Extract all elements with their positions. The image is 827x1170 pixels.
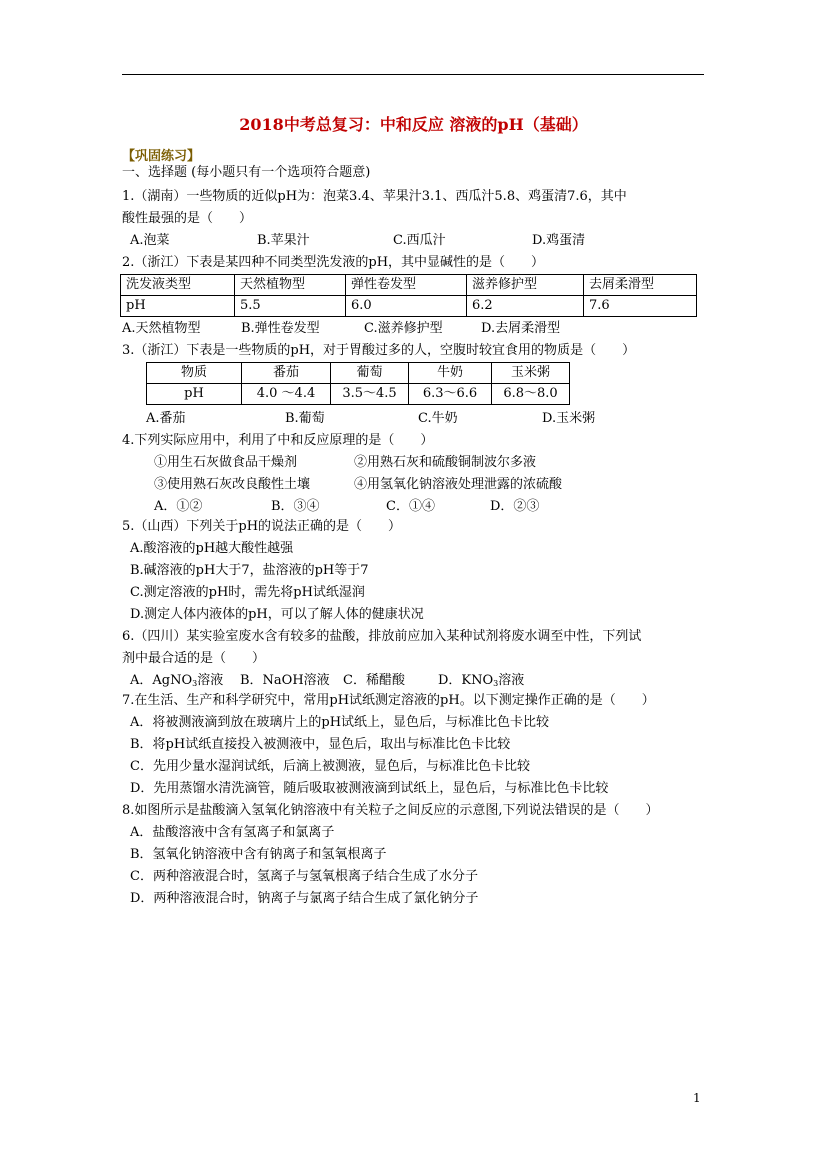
- q2-table-cell: 5.5: [235, 296, 346, 317]
- q2-table-cell: 去屑柔滑型: [584, 275, 697, 296]
- q3-stem: 3.（浙江）下表是一些物质的pH，对于胃酸过多的人，空腹时较宜食用的物质是（ ）: [122, 343, 636, 358]
- q6-option-d-text: D．KNO: [438, 673, 494, 688]
- q3-option-b: B.葡萄: [285, 411, 325, 426]
- q2-option-a: A.天然植物型: [122, 321, 201, 336]
- q6-option-a-subscript: 3: [192, 679, 198, 688]
- q2-option-c: C.滋养修护型: [364, 321, 443, 336]
- q6-option-a-suffix: 溶液: [197, 673, 224, 688]
- q1-option-c: C.西瓜汁: [393, 233, 446, 248]
- q7-option-a: A．将被测液滴到放在玻璃片上的pH试纸上，显色后，与标准比色卡比较: [130, 715, 550, 730]
- q4-stem: 4.下列实际应用中，利用了中和反应原理的是（ ）: [122, 433, 434, 448]
- q5-option-a: A.酸溶液的pH越大酸性越强: [130, 541, 294, 556]
- q3-table-cell: 番茄: [242, 363, 331, 384]
- q2-table-cell: pH: [121, 296, 235, 317]
- q2-option-b: B.弹性卷发型: [241, 321, 320, 336]
- q7-option-b: B．将pH试纸直接投入被测液中，显色后，取出与标准比色卡比较: [130, 737, 511, 752]
- q6-option-b: B．NaOH溶液: [240, 673, 330, 688]
- page-number: 1: [693, 1091, 701, 1105]
- q2-stem: 2.（浙江）下表是某四种不同类型洗发液的pH，其中显碱性的是（ ）: [122, 255, 545, 270]
- q5-option-b: B.碱溶液的pH大于7，盐溶液的pH等于7: [130, 563, 369, 578]
- q2-table-cell: 6.2: [467, 296, 584, 317]
- q5-option-c: C.测定溶液的pH时，需先将pH试纸湿润: [130, 585, 365, 600]
- q3-table-cell: 葡萄: [331, 363, 409, 384]
- q3-table-cell: 玉米粥: [492, 363, 570, 384]
- q1-option-b: B.苹果汁: [257, 233, 310, 248]
- q2-table: [120, 274, 697, 317]
- q3-table-cell: 6.8～8.0: [492, 384, 570, 405]
- q6-option-a-text: A．AgNO: [130, 673, 193, 688]
- q4-item-4: ④用氢氧化钠溶液处理泄露的浓硫酸: [354, 477, 563, 492]
- q2-table-cell: 7.6: [584, 296, 697, 317]
- q3-table-cell: 3.5～4.5: [331, 384, 409, 405]
- q6-option-d-subscript: 3: [493, 679, 499, 688]
- q6-stem-line1: 6.（四川）某实验室废水含有较多的盐酸，排放前应加入某种试剂将废水调至中性，下列试: [122, 629, 642, 644]
- q1-stem-line2: 酸性最强的是（ ）: [122, 211, 253, 226]
- q4-option-b: B．③④: [271, 499, 320, 514]
- q2-table-header-row: [121, 275, 697, 296]
- q3-table: [146, 362, 570, 405]
- q2-option-d: D.去屑柔滑型: [481, 321, 561, 336]
- q8-option-b: B．氢氧化钠溶液中含有钠离子和氢氧根离子: [130, 847, 387, 862]
- q2-table-cell: 弹性卷发型: [346, 275, 467, 296]
- q2-table-row: [121, 296, 697, 317]
- q3-table-cell: 牛奶: [409, 363, 492, 384]
- q8-option-a: A．盐酸溶液中含有氢离子和氯离子: [130, 825, 335, 840]
- q2-table-cell: 天然植物型: [235, 275, 346, 296]
- q4-item-2: ②用熟石灰和硫酸铜制波尔多液: [354, 455, 537, 470]
- section-heading: 【巩固练习】: [122, 149, 201, 164]
- q4-option-d: D．②③: [490, 499, 540, 514]
- q1-stem-line1: 1.（湖南）一些物质的近似pH为：泡菜3.4、苹果汁3.1、西瓜汁5.8、鸡蛋清7.6，其中: [122, 189, 627, 204]
- document-title: 2018中考总复习：中和反应 溶液的pH（基础）: [239, 115, 588, 134]
- q6-option-d-suffix: 溶液: [498, 673, 525, 688]
- q7-stem: 7.在生活、生产和科学研究中，常用pH试纸测定溶液的pH。以下测定操作正确的是（ ）: [122, 693, 655, 708]
- q4-option-a: A．①②: [154, 499, 203, 514]
- q3-option-d: D.玉米粥: [542, 411, 596, 426]
- q5-option-d: D.测定人体内液体的pH，可以了解人体的健康状况: [130, 607, 424, 622]
- q8-option-c: C．两种溶液混合时，氢离子与氢氧根离子结合生成了水分子: [130, 869, 478, 884]
- q4-item-1: ①用生石灰做食品干燥剂: [154, 455, 298, 470]
- q6-option-c: C．稀醋酸: [343, 673, 405, 688]
- q4-item-3: ③使用熟石灰改良酸性土壤: [154, 477, 311, 492]
- q6-option-d: [438, 672, 524, 693]
- header-rule: [122, 74, 704, 75]
- q7-option-c: C．先用少量水湿润试纸，后滴上被测液，显色后，与标准比色卡比较: [130, 759, 530, 774]
- q1-option-a: A.泡菜: [130, 233, 170, 248]
- q3-table-row: [147, 384, 570, 405]
- q3-table-cell: 物质: [147, 363, 242, 384]
- q3-table-cell: pH: [147, 384, 242, 405]
- q5-stem: 5.（山西）下列关于pH的说法正确的是（ ）: [122, 519, 402, 534]
- q3-table-cell: 4.0 ～4.4: [242, 384, 331, 405]
- question-type-intro: 一、选择题 (每小题只有一个选项符合题意): [122, 165, 371, 180]
- q1-option-d: D.鸡蛋清: [532, 233, 586, 248]
- q3-option-c: C.牛奶: [418, 411, 458, 426]
- q2-table-cell: 6.0: [346, 296, 467, 317]
- q3-table-header-row: [147, 363, 570, 384]
- q7-option-d: D．先用蒸馏水清洗滴管，随后吸取被测液滴到试纸上，显色后，与标准比色卡比较: [130, 781, 609, 796]
- q2-table-cell: 洗发液类型: [121, 275, 235, 296]
- q6-stem-line2: 剂中最合适的是（ ）: [122, 651, 266, 666]
- q3-table-cell: 6.3～6.6: [409, 384, 492, 405]
- q3-option-a: A.番茄: [146, 411, 186, 426]
- q8-option-d: D．两种溶液混合时，钠离子与氯离子结合生成了氯化钠分子: [130, 891, 479, 906]
- q6-option-a: [130, 672, 223, 693]
- q2-table-cell: 滋养修护型: [467, 275, 584, 296]
- q8-stem: 8.如图所示是盐酸滴入氢氧化钠溶液中有关粒子之间反应的示意图,下列说法错误的是（ ）: [122, 803, 659, 818]
- q4-option-c: C．①④: [386, 499, 435, 514]
